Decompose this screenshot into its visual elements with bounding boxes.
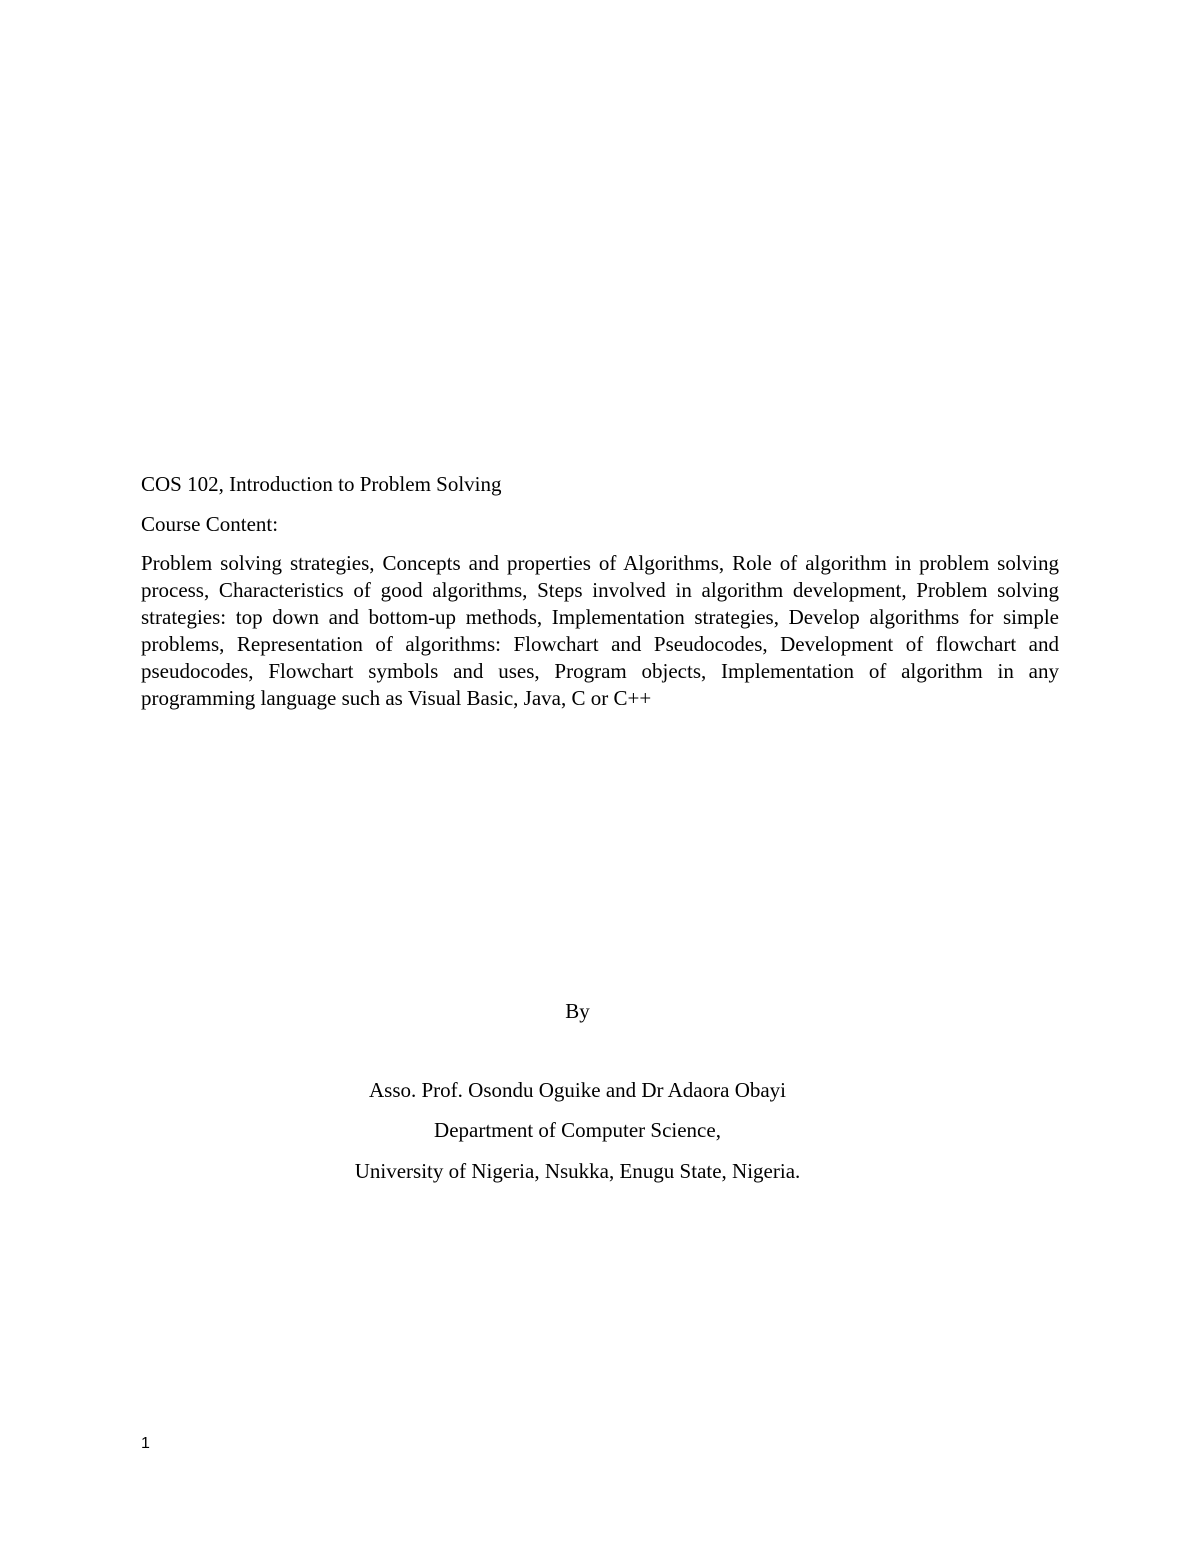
page-number: 1 (141, 1435, 150, 1452)
university: University of Nigeria, Nsukka, Enugu State, Nigeria. (354, 1159, 801, 1183)
authors: Asso. Prof. Osondu Oguike and Dr Adaora Obayi (368, 1078, 787, 1102)
course-content-body: Problem solving strategies, Concepts and properties of Algorithms, Role of algorithm in problem solving process, Characteristics of good algorithms, Steps involved in algorithm development, Problem solving strategies: top down and bottom-up methods, Implementation strategies, Develop algorithms for simple problems, Representation of algorithms: Flowchart and Pseudocodes, Development of flowchart and pseudocodes, Flowchart symbols and uses, Program objects, Implementation of algorithm in any programming language such as Visual Basic, Java, C or C++ (141, 551, 1059, 710)
department: Department of Computer Science, (434, 1118, 721, 1142)
course-content-label: Course Content: (141, 512, 279, 536)
by-label: By (565, 999, 590, 1023)
course-title: COS 102, Introduction to Problem Solving (141, 472, 502, 496)
